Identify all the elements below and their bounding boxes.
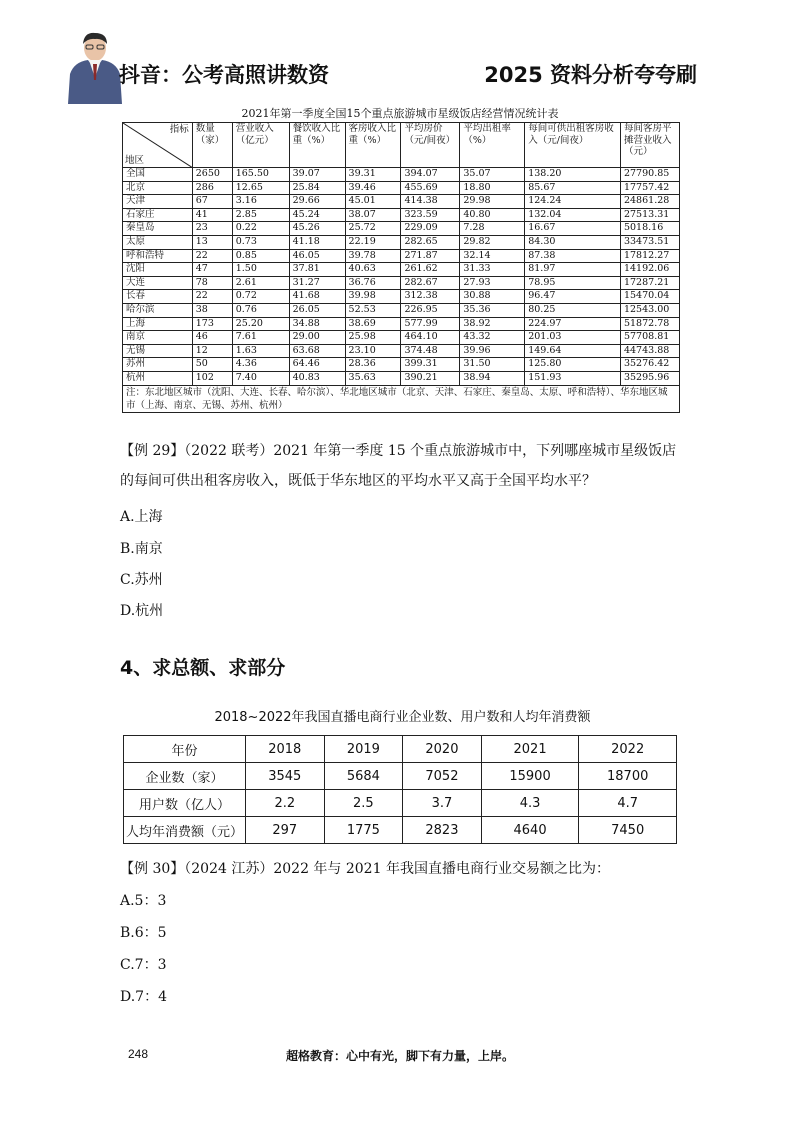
value-cell: 16.67 — [525, 222, 621, 236]
region-cell: 杭州 — [123, 371, 193, 385]
table1-header-cell: 营业收入（亿元） — [232, 123, 289, 168]
value-cell: 46.05 — [289, 249, 345, 263]
q29-option-b: B.南京 — [120, 541, 163, 557]
table2-header-row — [124, 736, 677, 763]
value-cell: 26.05 — [289, 303, 345, 317]
value-cell: 4640 — [481, 817, 579, 844]
table1-row — [123, 168, 680, 182]
value-cell: 374.48 — [401, 344, 460, 358]
q29-option-d: D.杭州 — [120, 603, 164, 619]
value-cell: 51872.78 — [620, 317, 679, 331]
value-cell: 2019 — [324, 736, 403, 763]
value-cell: 29.82 — [460, 235, 525, 249]
value-cell: 138.20 — [525, 168, 621, 182]
value-cell: 43.32 — [460, 331, 525, 345]
value-cell: 22 — [192, 290, 232, 304]
value-cell: 2.2 — [246, 790, 325, 817]
page-header — [0, 0, 800, 105]
value-cell: 3.16 — [232, 195, 289, 209]
value-cell: 47 — [192, 263, 232, 277]
value-cell: 33473.51 — [620, 235, 679, 249]
value-cell: 173 — [192, 317, 232, 331]
table1-header-cell: 餐饮收入比重（%） — [289, 123, 345, 168]
value-cell: 5684 — [324, 763, 403, 790]
table1-header-cell: 每间客房平摊营业收入（元） — [620, 123, 679, 168]
question-30-stem: 【例 30】（2024 江苏）2022 年与 2021 年我国直播电商行业交易额之比为： — [120, 861, 610, 877]
value-cell: 81.97 — [525, 263, 621, 277]
value-cell: 2.5 — [324, 790, 403, 817]
live-commerce-table — [123, 735, 677, 844]
value-cell: 17287.21 — [620, 276, 679, 290]
value-cell: 2020 — [403, 736, 482, 763]
section-title: 4、求总额、求部分 — [120, 657, 286, 679]
q30-option-c: C.7：3 — [120, 957, 167, 973]
table1-caption: 2021年第一季度全国15个重点旅游城市星级饭店经营情况统计表 — [241, 107, 559, 120]
value-cell: 394.07 — [401, 168, 460, 182]
value-cell: 38.69 — [345, 317, 401, 331]
value-cell: 35.63 — [345, 371, 401, 385]
value-cell: 18.80 — [460, 181, 525, 195]
corner-bottom-label: 地区 — [125, 154, 145, 166]
value-cell: 2823 — [403, 817, 482, 844]
value-cell: 29.66 — [289, 195, 345, 209]
value-cell: 3.7 — [403, 790, 482, 817]
value-cell: 282.65 — [401, 235, 460, 249]
table2-row — [124, 763, 677, 790]
value-cell: 297 — [246, 817, 325, 844]
value-cell: 35295.96 — [620, 371, 679, 385]
q30-option-b: B.6：5 — [120, 925, 167, 941]
value-cell: 0.85 — [232, 249, 289, 263]
value-cell: 577.99 — [401, 317, 460, 331]
region-cell: 大连 — [123, 276, 193, 290]
value-cell: 23 — [192, 222, 232, 236]
value-cell: 7.61 — [232, 331, 289, 345]
value-cell: 14192.06 — [620, 263, 679, 277]
region-cell: 哈尔滨 — [123, 303, 193, 317]
value-cell: 229.09 — [401, 222, 460, 236]
table1-header-cell: 数量（家） — [192, 123, 232, 168]
table2-row — [124, 817, 677, 844]
table1-row — [123, 235, 680, 249]
value-cell: 80.25 — [525, 303, 621, 317]
region-cell: 上海 — [123, 317, 193, 331]
value-cell: 2.85 — [232, 208, 289, 222]
table1-row — [123, 290, 680, 304]
value-cell: 37.81 — [289, 263, 345, 277]
value-cell: 271.87 — [401, 249, 460, 263]
value-cell: 399.31 — [401, 358, 460, 372]
value-cell: 39.07 — [289, 168, 345, 182]
presenter-photo — [66, 30, 124, 104]
header-book-title: 2025 资料分析夸夸刷 — [484, 63, 697, 87]
value-cell: 23.10 — [345, 344, 401, 358]
value-cell: 32.14 — [460, 249, 525, 263]
value-cell: 15900 — [481, 763, 579, 790]
row-label-cell: 年份 — [124, 736, 246, 763]
table1-row — [123, 317, 680, 331]
value-cell: 464.10 — [401, 331, 460, 345]
value-cell: 25.72 — [345, 222, 401, 236]
value-cell: 31.50 — [460, 358, 525, 372]
value-cell: 27.93 — [460, 276, 525, 290]
value-cell: 1.50 — [232, 263, 289, 277]
table1-row — [123, 371, 680, 385]
region-cell: 北京 — [123, 181, 193, 195]
row-label-cell: 企业数（家） — [124, 763, 246, 790]
value-cell: 35276.42 — [620, 358, 679, 372]
value-cell: 40.80 — [460, 208, 525, 222]
row-label-cell: 用户数（亿人） — [124, 790, 246, 817]
region-cell: 天津 — [123, 195, 193, 209]
value-cell: 390.21 — [401, 371, 460, 385]
value-cell: 124.24 — [525, 195, 621, 209]
value-cell: 39.96 — [460, 344, 525, 358]
value-cell: 36.76 — [345, 276, 401, 290]
table1-note-row — [123, 385, 680, 412]
value-cell: 149.64 — [525, 344, 621, 358]
value-cell: 17757.42 — [620, 181, 679, 195]
value-cell: 7052 — [403, 763, 482, 790]
table1-header-cell: 每间可供出租客房收入（元/间夜） — [525, 123, 621, 168]
region-cell: 无锡 — [123, 344, 193, 358]
value-cell: 50 — [192, 358, 232, 372]
value-cell: 102 — [192, 371, 232, 385]
region-cell: 石家庄 — [123, 208, 193, 222]
table1-header-cell: 平均房价（元/间夜） — [401, 123, 460, 168]
region-cell: 太原 — [123, 235, 193, 249]
value-cell: 3545 — [246, 763, 325, 790]
region-cell: 沈阳 — [123, 263, 193, 277]
value-cell: 7450 — [579, 817, 677, 844]
region-cell: 全国 — [123, 168, 193, 182]
value-cell: 27513.31 — [620, 208, 679, 222]
value-cell: 261.62 — [401, 263, 460, 277]
value-cell: 4.36 — [232, 358, 289, 372]
value-cell: 30.88 — [460, 290, 525, 304]
page-number: 248 — [128, 1047, 149, 1061]
value-cell: 22 — [192, 249, 232, 263]
value-cell: 0.22 — [232, 222, 289, 236]
value-cell: 226.95 — [401, 303, 460, 317]
value-cell: 46 — [192, 331, 232, 345]
value-cell: 34.88 — [289, 317, 345, 331]
value-cell: 12 — [192, 344, 232, 358]
table1-row — [123, 276, 680, 290]
value-cell: 25.20 — [232, 317, 289, 331]
value-cell: 45.24 — [289, 208, 345, 222]
value-cell: 35.36 — [460, 303, 525, 317]
value-cell: 7.28 — [460, 222, 525, 236]
value-cell: 41 — [192, 208, 232, 222]
header-account: 抖音：公考高照讲数资 — [119, 63, 329, 87]
table1-row — [123, 195, 680, 209]
value-cell: 312.38 — [401, 290, 460, 304]
value-cell: 38.92 — [460, 317, 525, 331]
value-cell: 25.98 — [345, 331, 401, 345]
value-cell: 22.19 — [345, 235, 401, 249]
value-cell: 282.67 — [401, 276, 460, 290]
q30-option-d: D.7：4 — [120, 989, 167, 1005]
q29-option-c: C.苏州 — [120, 572, 163, 588]
value-cell: 12543.00 — [620, 303, 679, 317]
value-cell: 7.40 — [232, 371, 289, 385]
value-cell: 38.07 — [345, 208, 401, 222]
table1-row — [123, 263, 680, 277]
value-cell: 18700 — [579, 763, 677, 790]
value-cell: 286 — [192, 181, 232, 195]
region-cell: 秦皇岛 — [123, 222, 193, 236]
table1-note: 注：东北地区城市（沈阳、大连、长春、哈尔滨）、华北地区城市（北京、天津、石家庄、秦皇岛、太原、呼和浩特）、华东地区城市（上海、南京、无锡、苏州、杭州） — [123, 385, 680, 412]
value-cell: 13 — [192, 235, 232, 249]
value-cell: 45.01 — [345, 195, 401, 209]
value-cell: 2.61 — [232, 276, 289, 290]
q30-option-a: A.5：3 — [120, 893, 167, 909]
table1-row — [123, 222, 680, 236]
footer-slogan: 超格教育：心中有光，脚下有力量，上岸。 — [285, 1049, 514, 1063]
value-cell: 132.04 — [525, 208, 621, 222]
value-cell: 57708.81 — [620, 331, 679, 345]
value-cell: 0.72 — [232, 290, 289, 304]
value-cell: 64.46 — [289, 358, 345, 372]
region-cell: 长春 — [123, 290, 193, 304]
value-cell: 2018 — [246, 736, 325, 763]
value-cell: 0.73 — [232, 235, 289, 249]
value-cell: 0.76 — [232, 303, 289, 317]
table2-caption: 2018~2022年我国直播电商行业企业数、用户数和人均年消费额 — [214, 710, 591, 725]
value-cell: 29.98 — [460, 195, 525, 209]
value-cell: 44743.88 — [620, 344, 679, 358]
value-cell: 125.80 — [525, 358, 621, 372]
value-cell: 38 — [192, 303, 232, 317]
value-cell: 1775 — [324, 817, 403, 844]
value-cell: 85.67 — [525, 181, 621, 195]
table1-row — [123, 303, 680, 317]
value-cell: 27790.85 — [620, 168, 679, 182]
q29-option-a: A.上海 — [120, 509, 163, 525]
table1-row — [123, 208, 680, 222]
region-cell: 呼和浩特 — [123, 249, 193, 263]
value-cell: 87.38 — [525, 249, 621, 263]
table1-row — [123, 358, 680, 372]
value-cell: 151.93 — [525, 371, 621, 385]
value-cell: 15470.04 — [620, 290, 679, 304]
value-cell: 31.33 — [460, 263, 525, 277]
row-label-cell: 人均年消费额（元） — [124, 817, 246, 844]
value-cell: 52.53 — [345, 303, 401, 317]
value-cell: 17812.27 — [620, 249, 679, 263]
table1-row — [123, 344, 680, 358]
value-cell: 31.27 — [289, 276, 345, 290]
region-cell: 苏州 — [123, 358, 193, 372]
value-cell: 40.63 — [345, 263, 401, 277]
value-cell: 323.59 — [401, 208, 460, 222]
value-cell: 455.69 — [401, 181, 460, 195]
value-cell: 41.18 — [289, 235, 345, 249]
value-cell: 40.83 — [289, 371, 345, 385]
value-cell: 63.68 — [289, 344, 345, 358]
hotel-stats-table — [122, 122, 680, 413]
value-cell: 84.30 — [525, 235, 621, 249]
question-29-stem: 【例 29】（2022 联考）2021 年第一季度 15 个重点旅游城市中，下列哪座城市星级饭店的每间可供出租客房收入，既低于华东地区的平均水平又高于全国平均水平？ — [120, 443, 677, 489]
value-cell: 78.95 — [525, 276, 621, 290]
value-cell: 96.47 — [525, 290, 621, 304]
table1-row — [123, 249, 680, 263]
value-cell: 165.50 — [232, 168, 289, 182]
table1-header-row — [123, 123, 680, 168]
table1-header-cell: 客房收入比重（%） — [345, 123, 401, 168]
value-cell: 2021 — [481, 736, 579, 763]
value-cell: 39.31 — [345, 168, 401, 182]
value-cell: 67 — [192, 195, 232, 209]
table1-header-cell: 平均出租率（%） — [460, 123, 525, 168]
table1-corner-cell — [123, 123, 193, 168]
corner-top-label: 指标 — [169, 124, 189, 135]
value-cell: 78 — [192, 276, 232, 290]
value-cell: 45.26 — [289, 222, 345, 236]
value-cell: 2650 — [192, 168, 232, 182]
table1-row — [123, 181, 680, 195]
value-cell: 35.07 — [460, 168, 525, 182]
value-cell: 4.3 — [481, 790, 579, 817]
value-cell: 28.36 — [345, 358, 401, 372]
value-cell: 224.97 — [525, 317, 621, 331]
value-cell: 4.7 — [579, 790, 677, 817]
value-cell: 39.98 — [345, 290, 401, 304]
value-cell: 414.38 — [401, 195, 460, 209]
value-cell: 25.84 — [289, 181, 345, 195]
value-cell: 29.00 — [289, 331, 345, 345]
value-cell: 38.94 — [460, 371, 525, 385]
table1-row — [123, 331, 680, 345]
table2-row — [124, 790, 677, 817]
value-cell: 201.03 — [525, 331, 621, 345]
value-cell: 39.78 — [345, 249, 401, 263]
value-cell: 41.68 — [289, 290, 345, 304]
value-cell: 39.46 — [345, 181, 401, 195]
value-cell: 24861.28 — [620, 195, 679, 209]
value-cell: 2022 — [579, 736, 677, 763]
value-cell: 5018.16 — [620, 222, 679, 236]
value-cell: 12.65 — [232, 181, 289, 195]
region-cell: 南京 — [123, 331, 193, 345]
value-cell: 1.63 — [232, 344, 289, 358]
